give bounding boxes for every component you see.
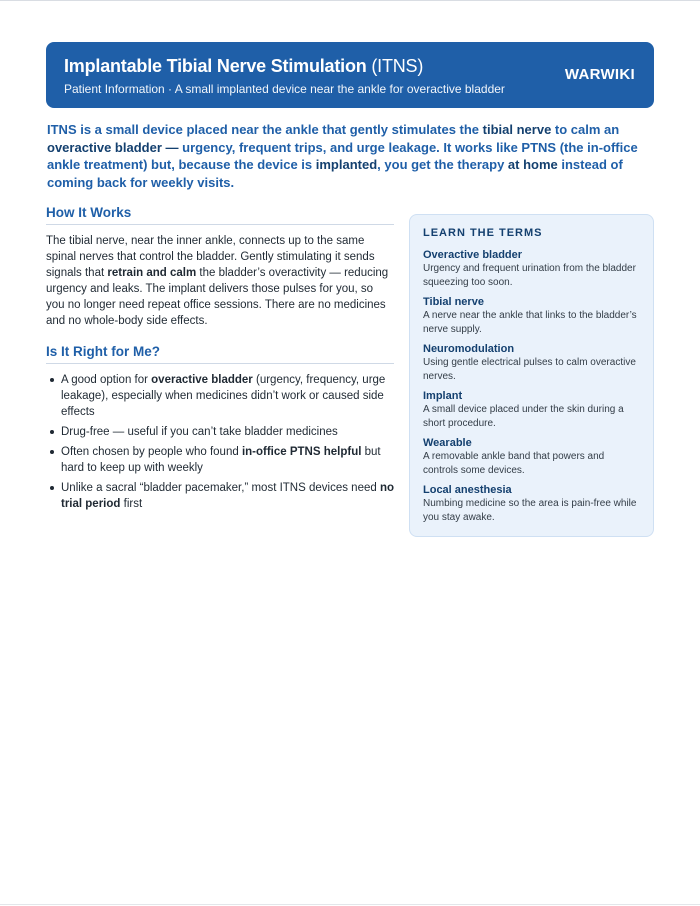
main-column (46, 205, 394, 516)
list-item-text: first (120, 498, 143, 510)
term-tibial-nerve (423, 295, 640, 336)
intro-text-1: ITNS is a small device placed near the ankle that gently stimulates the (47, 122, 483, 137)
intro-keyword-at-home: at home (507, 157, 558, 172)
list-item (46, 372, 394, 420)
intro-text-5: instead of coming back for weekly visits. (47, 157, 623, 190)
term-definition: Using gentle electrical pulses to calm overactive nerves. (423, 357, 636, 382)
term-wearable (423, 436, 640, 477)
how-bold: retrain and calm (107, 267, 197, 279)
header-banner (46, 42, 654, 108)
intro-paragraph (47, 121, 647, 191)
intro-text-4: , you get the therapy (377, 157, 508, 172)
term-local-anesthesia (423, 483, 640, 524)
list-item-text: Unlike a sacral “bladder pacemaker,” most ITNS devices need (61, 482, 380, 494)
top-divider (0, 0, 700, 1)
intro-text-2: to calm an (551, 122, 620, 137)
list-item (46, 480, 394, 512)
list-item-text: Often chosen by people who found (61, 446, 242, 458)
title-main: Implantable Tibial Nerve Stimulation (64, 56, 367, 76)
list-item-bold: no trial period (61, 482, 395, 510)
intro-keyword-tibial-nerve: tibial nerve (482, 122, 552, 137)
terms-title: LEARN THE TERMS (423, 227, 543, 239)
term-name: Tibial nerve (423, 296, 484, 308)
term-definition: Urgency and frequent urination from the bladder squeezing too soon. (423, 263, 636, 288)
list-item-text: but hard to keep up with weekly (61, 446, 381, 474)
term-name: Overactive bladder (423, 249, 523, 261)
right-for-me-list (46, 372, 394, 512)
how-it-works-paragraph (46, 233, 394, 329)
term-definition: A small device placed under the skin during a short procedure. (423, 404, 624, 429)
list-item (46, 424, 394, 440)
how-text-1: The tibial nerve, near the inner ankle, connects up to the same spinal nerves that control the bladder. Gently stimulating it sends signals that (46, 235, 375, 279)
list-item-bold: overactive bladder (151, 374, 253, 386)
section-title-how-it-works: How It Works (46, 205, 394, 225)
term-definition: Numbing medicine so the area is pain-free while you stay awake. (423, 498, 637, 523)
term-name: Implant (423, 390, 463, 402)
page-subtitle: Patient Information · A small implanted device near the ankle for overactive bladder (64, 82, 505, 96)
term-name: Wearable (423, 437, 472, 449)
how-text-2: the bladder’s overactivity — reducing urgency and leaks. The implant delivers those pulses for you, so you no longer need repeat office sessions. There are no medicines and no whole-body side effects. (46, 267, 389, 327)
bottom-divider (0, 904, 700, 905)
term-name: Local anesthesia (423, 484, 512, 496)
term-implant (423, 389, 640, 430)
list-item-text: A good option for (61, 374, 152, 386)
term-definition: A nerve near the ankle that links to the bladder’s nerve supply. (423, 310, 637, 335)
term-name: Neuromodulation (423, 343, 515, 355)
term-definition: A removable ankle band that powers and controls some devices. (423, 451, 605, 476)
intro-keyword-overactive-bladder: overactive bladder — (47, 139, 183, 155)
title-abbr: (ITNS) (371, 56, 424, 76)
intro-keyword-implanted: implanted (315, 157, 378, 172)
brand-logo: WARWIKI (564, 66, 635, 83)
list-item (46, 444, 394, 476)
learn-the-terms-box (409, 214, 654, 537)
page-title (64, 54, 636, 78)
section-title-right-for-me: Is It Right for Me? (46, 344, 394, 364)
list-item-text: (urgency, frequency, urge leakage), especially when medicines didn’t work or caused side effects (61, 374, 386, 418)
intro-text-3: urgency, frequent trips, and urge leakage. It works like PTNS (the in-office ankle treatment) but, because the device is (47, 139, 638, 172)
list-item-bold: in-office PTNS helpful (241, 446, 362, 458)
list-item-text: Drug-free — useful if you can’t take bladder medicines (61, 426, 338, 438)
term-neuromodulation (423, 342, 640, 383)
term-overactive-bladder (423, 248, 640, 289)
